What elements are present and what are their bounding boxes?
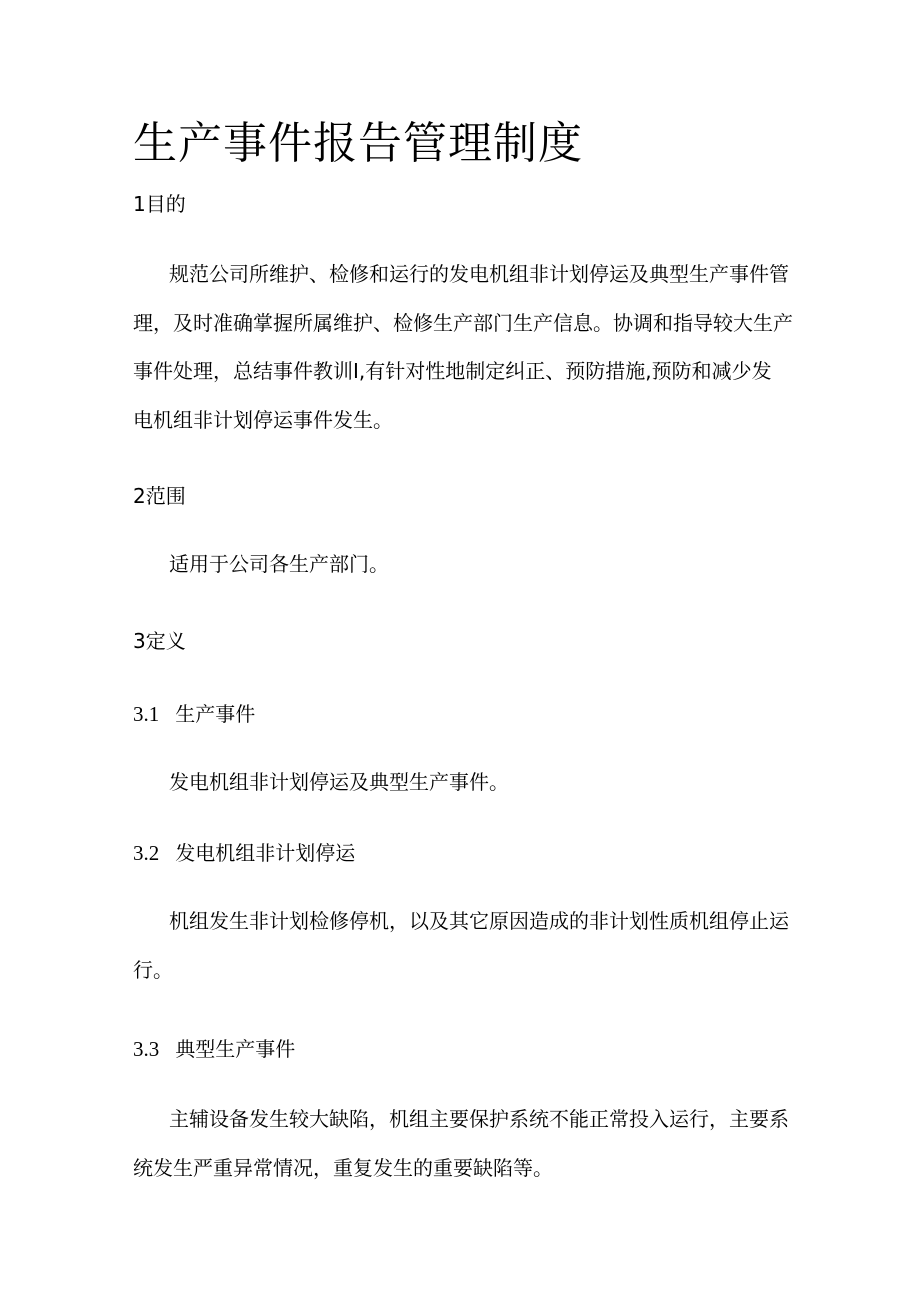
paragraph-line: 规范公司所维护、检修和运行的发电机组非计划停运及典型生产事件管 — [169, 262, 789, 286]
paragraph-line: 适用于公司各生产部门。 — [169, 552, 389, 576]
subsection-paragraph-unplanned-outage — [133, 897, 793, 994]
paragraph-line: 理，及时准确掌握所属维护、检修生产部门生产信息。协调和指导较大生产 — [133, 310, 793, 335]
subsection-paragraph-typical-event — [133, 1095, 793, 1192]
subsection-paragraph-production-event — [133, 758, 793, 807]
section-paragraph-scope — [133, 540, 793, 589]
section-paragraph-purpose — [133, 250, 793, 444]
subsection-title: 发电机组非计划停运 — [175, 841, 356, 865]
subsection-number: 3.3 — [133, 1037, 160, 1061]
subsection-heading-unplanned-outage — [133, 840, 355, 866]
subsection-heading-production-event — [133, 701, 255, 727]
section-heading-purpose: 1目的 — [133, 192, 186, 216]
paragraph-line: 电机组非计划停运事件发生。 — [133, 407, 393, 432]
paragraph-line: 主辅设备发生较大缺陷，机组主要保护系统不能正常投入运行，主要系 — [169, 1107, 789, 1131]
paragraph-line: 机组发生非计划检修停机，以及其它原因造成的非计划性质机组停止运 — [169, 909, 789, 933]
document-title: 生产事件报告管理制度 — [133, 118, 583, 169]
subsection-heading-typical-event — [133, 1036, 295, 1062]
subsection-number: 3.2 — [133, 841, 160, 865]
paragraph-line: 发电机组非计划停运及典型生产事件。 — [169, 770, 509, 794]
section-heading-scope: 2范围 — [133, 484, 186, 508]
subsection-title: 生产事件 — [175, 702, 256, 726]
paragraph-line: 事件处理，总结事件教训I,有针对性地制定纠正、预防措施,预防和减少发 — [133, 359, 772, 383]
paragraph-line: 统发生严重异常情况，重复发生的重要缺陷等。 — [133, 1155, 553, 1180]
subsection-title: 典型生产事件 — [175, 1037, 296, 1061]
section-heading-definitions: 3定义 — [133, 629, 186, 653]
subsection-number: 3.1 — [133, 702, 160, 726]
paragraph-line: 行。 — [133, 957, 173, 982]
